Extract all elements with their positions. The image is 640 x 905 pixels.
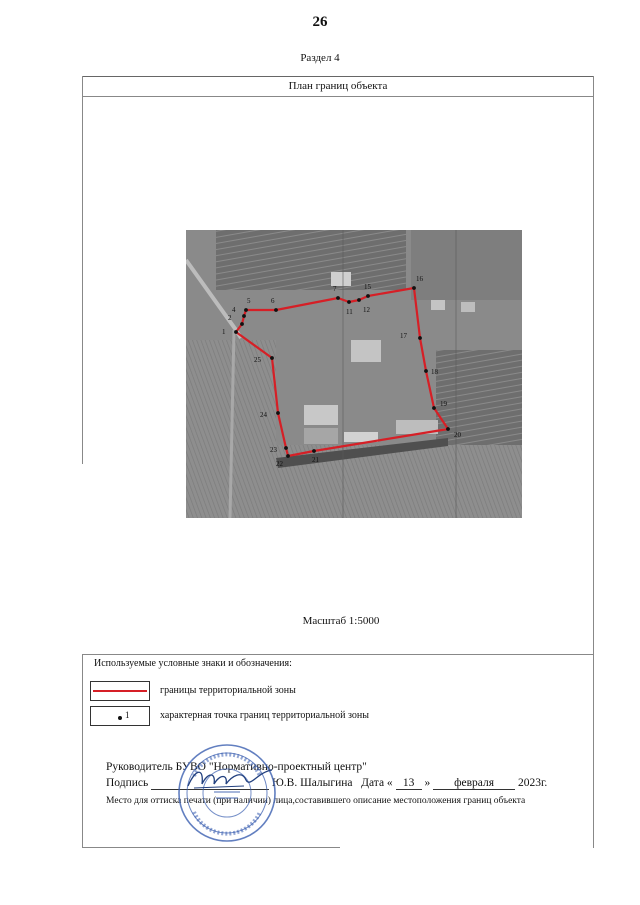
date-year: 2023г. <box>517 777 548 789</box>
handwritten-signature <box>184 764 278 794</box>
legend-text-boundary: границы территориальной зоны <box>160 685 296 696</box>
boundary-point-label-1: 1 <box>222 328 226 336</box>
building-7 <box>431 300 445 310</box>
legend-symbol-boundary-line <box>90 681 150 701</box>
boundary-point-label-25: 25 <box>254 356 261 364</box>
boundary-point-1 <box>234 330 238 334</box>
boundary-point-25 <box>270 356 274 360</box>
boundary-point-label-12: 12 <box>363 306 370 314</box>
boundary-point-19 <box>432 406 436 410</box>
page-number: 26 <box>312 14 328 30</box>
boundary-point-2 <box>240 322 244 326</box>
boundary-point-label-7: 7 <box>333 285 337 293</box>
boundary-point-label-18: 18 <box>431 368 438 376</box>
boundary-point-label-21: 21 <box>312 456 319 464</box>
legend-divider <box>82 654 594 655</box>
date-month: февраля <box>433 777 515 790</box>
building-8 <box>461 302 475 312</box>
map-scale: Масштаб 1:5000 <box>302 615 380 627</box>
signer-position: Руководитель БУВО "Нормативно-проектный центр" <box>106 761 367 773</box>
boundary-point-label-20: 20 <box>454 431 461 439</box>
frame-title-divider <box>82 96 594 97</box>
boundary-point-label-23: 23 <box>270 446 277 454</box>
legend-point-dot <box>118 716 122 720</box>
legend-red-line <box>93 690 147 692</box>
boundary-point-label-15: 15 <box>364 283 371 291</box>
field-right <box>436 350 522 445</box>
stamp-place-note: Место для оттиска печати (при наличии) лица,составившего описание местоположения границ объекта <box>106 796 526 806</box>
boundary-point-label-16: 16 <box>416 275 423 283</box>
boundary-point-label-17: 17 <box>400 332 407 340</box>
boundary-point-label-2: 2 <box>228 314 232 322</box>
boundary-point-6 <box>274 308 278 312</box>
signer-name: Ю.В. Шалыгина <box>271 777 353 789</box>
plan-title: План границ объекта <box>288 80 388 92</box>
section-title: Раздел 4 <box>300 52 340 64</box>
boundary-point-22 <box>286 454 290 458</box>
boundary-point-7 <box>336 296 340 300</box>
legend-heading: Используемые условные знаки и обозначения: <box>94 658 292 669</box>
boundary-point-20 <box>446 427 450 431</box>
boundary-point-label-19: 19 <box>440 400 447 408</box>
boundary-point-24 <box>276 411 280 415</box>
boundary-point-label-22: 22 <box>276 460 283 468</box>
boundary-point-label-6: 6 <box>271 297 275 305</box>
boundary-point-15 <box>366 294 370 298</box>
frame-left-border-upper <box>82 76 83 464</box>
boundary-point-21 <box>312 449 316 453</box>
signature-row <box>106 777 547 790</box>
date-mid: » <box>424 777 431 789</box>
boundary-point-16 <box>412 286 416 290</box>
date-day: 13 <box>396 777 422 790</box>
signature-label: Подпись <box>106 777 149 789</box>
boundary-point-label-24: 24 <box>260 411 267 419</box>
building-5 <box>351 340 381 362</box>
date-label: Дата « <box>361 777 393 789</box>
legend-text-point: характерная точка границ территориальной зоны <box>160 710 369 721</box>
boundary-point-label-5: 5 <box>247 297 251 305</box>
frame-top-border <box>82 76 594 77</box>
boundary-point-18 <box>424 369 428 373</box>
field-top <box>216 230 406 290</box>
frame-right-border <box>593 76 594 848</box>
village-top-right <box>411 230 522 300</box>
boundary-point-label-4: 4 <box>232 306 236 314</box>
building-1 <box>304 405 338 425</box>
frame-left-border-lower <box>82 654 83 848</box>
aerial-photo-map <box>186 230 522 518</box>
boundary-point-12 <box>357 298 361 302</box>
boundary-point-5 <box>244 308 248 312</box>
boundary-point-17 <box>418 336 422 340</box>
legend-point-label: 1 <box>125 710 130 720</box>
building-6 <box>331 272 351 286</box>
boundary-point-23 <box>284 446 288 450</box>
boundary-point-label-11: 11 <box>346 308 353 316</box>
legend-symbol-point <box>90 706 150 726</box>
frame-bottom-border <box>82 847 340 848</box>
building-2 <box>304 428 338 444</box>
boundary-point-4 <box>242 314 246 318</box>
boundary-point-11 <box>347 300 351 304</box>
